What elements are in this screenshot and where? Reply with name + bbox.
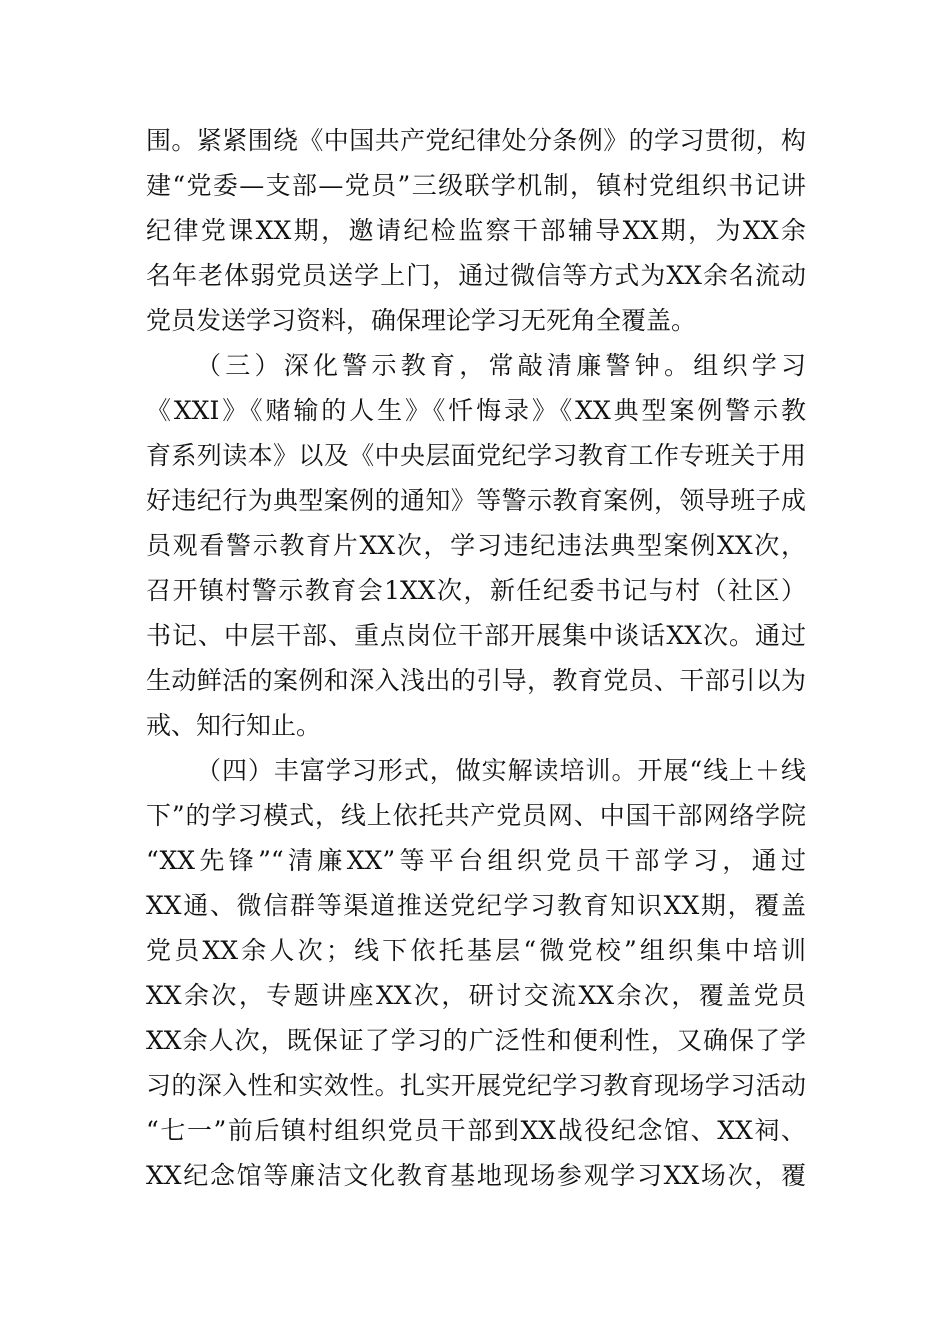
text-line: 纪律党课XX期，邀请纪检监察干部辅导XX期，为XX余 xyxy=(146,216,806,245)
text-line: XX余人次，既保证了学习的广泛性和便利性，又确保了学 xyxy=(146,1026,806,1055)
text-line: 书记、中层干部、重点岗位干部开展集中谈话XX次。通过 xyxy=(146,621,806,650)
text-line: 召开镇村警示教育会1XX次，新任纪委书记与村（社区） xyxy=(146,576,806,605)
text-line: XX纪念馆等廉洁文化教育基地现场参观学习XX场次，覆 xyxy=(146,1161,806,1190)
text-line: 生动鲜活的案例和深入浅出的引导，教育党员、干部引以为 xyxy=(146,666,806,695)
document-body xyxy=(146,118,806,1198)
text-line: XX余次，专题讲座XX次，研讨交流XX余次，覆盖党员 xyxy=(146,981,806,1010)
paragraph-section-3 xyxy=(146,343,806,748)
paragraph-intro-continuation xyxy=(146,118,806,343)
section-heading-line: （三）深化警示教育，常敲清廉警钟。组织学习 xyxy=(196,351,806,380)
text-line: 下”的学习模式，线上依托共产党员网、中国干部网络学院 xyxy=(146,801,806,830)
text-line: 建“党委—支部—党员”三级联学机制，镇村党组织书记讲 xyxy=(146,171,806,200)
text-line: “七一”前后镇村组织党员干部到XX战役纪念馆、XX祠、 xyxy=(146,1116,806,1145)
text-line: XX通、微信群等渠道推送党纪学习教育知识XX期，覆盖 xyxy=(146,891,806,920)
text-line: 好违纪行为典型案例的通知》等警示教育案例，领导班子成 xyxy=(146,486,806,515)
text-line: 党员发送学习资料，确保理论学习无死角全覆盖。 xyxy=(146,306,697,335)
text-line: 习的深入性和实效性。扎实开展党纪学习教育现场学习活动 xyxy=(146,1071,806,1100)
text-line: 围。紧紧围绕《中国共产党纪律处分条例》的学习贯彻，构 xyxy=(146,126,806,155)
text-line: 《XXI》《赌输的人生》《忏悔录》《XX典型案例警示教 xyxy=(146,396,806,425)
text-line: 名年老体弱党员送学上门，通过微信等方式为XX余名流动 xyxy=(146,261,806,290)
text-line: “XX先锋”“清廉XX”等平台组织党员干部学习，通过 xyxy=(146,846,806,875)
paragraph-section-4 xyxy=(146,748,806,1198)
text-line: 员观看警示教育片XX次，学习违纪违法典型案例XX次， xyxy=(146,531,806,560)
text-line: 戒、知行知止。 xyxy=(146,711,322,740)
section-heading-line: （四）丰富学习形式，做实解读培训。开展“线上＋线 xyxy=(196,756,806,785)
text-line: 党员XX余人次；线下依托基层“微党校”组织集中培训 xyxy=(146,936,806,965)
text-line: 育系列读本》以及《中央层面党纪学习教育工作专班关于用 xyxy=(146,441,806,470)
